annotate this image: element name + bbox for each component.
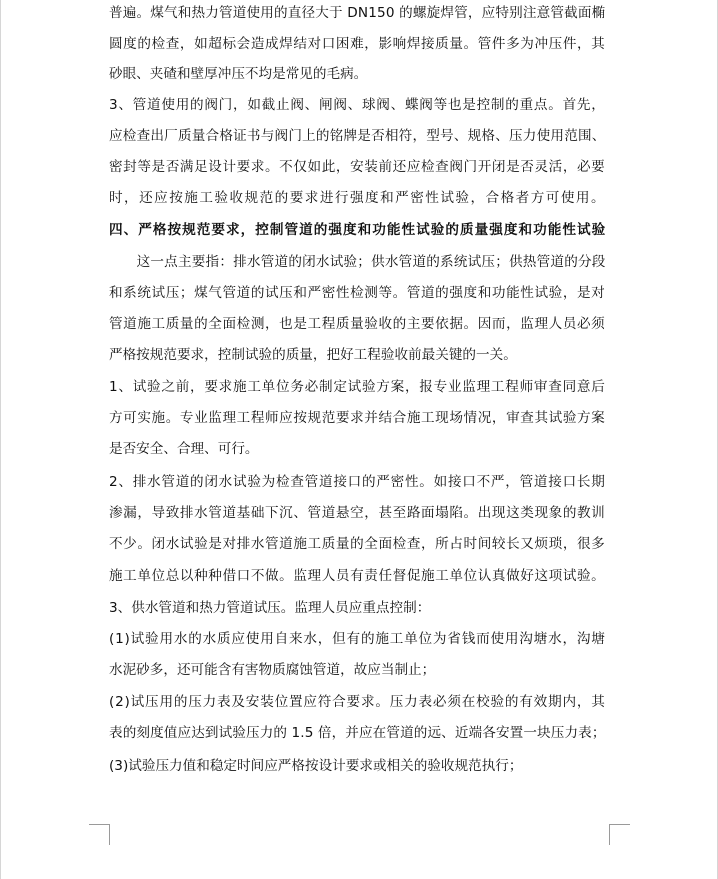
paragraph-line: 水泥砂多，还可能含有害物质腐蚀管道，故应当制止； [109, 662, 436, 678]
paragraph-line: 管道施工质量的全面检测，也是工程质量验收的主要依据。因而，监理人员必须 [109, 316, 606, 332]
paragraph-line: 3、供水管道和热力管道试压。监理人员应重点控制： [109, 600, 431, 616]
paragraph-line: 密封等是否满足设计要求。不仅如此，安装前还应检查阀门开闭是否灵活，必要 [109, 159, 606, 175]
paragraph-line: (1)试验用水的水质应使用自来水，但有的施工单位为省钱而使用沟塘水，沟塘 [109, 631, 606, 647]
paragraph-line: 1、试验之前，要求施工单位务必制定试验方案，报专业监理工程师审查同意后 [109, 379, 606, 395]
paragraph-line: 时，还应按施工验收规范的要求进行强度和严密性试验，合格者方可使用。 [109, 190, 607, 206]
paragraph-line: 严格按规范要求，控制试验的质量，把好工程验收前最关键的一关。 [109, 347, 517, 363]
paragraph-line: 这一点主要指：排水管道的闭水试验；供水管道的系统试压；供热管道的分段 [109, 254, 606, 270]
paragraph-line: (2)试压用的压力表及安装位置应符合要求。压力表必须在校验的有效期内，其 [109, 694, 606, 710]
paragraph-line: 3、管道使用的阀门，如截止阀、闸阀、球阀、蝶阀等也是控制的重点。首先， [109, 97, 606, 113]
paragraph-line: 普遍。煤气和热力管道使用的直径大于 DN150 的螺旋焊管，应特别注意管截面椭 [109, 5, 606, 21]
paragraph-line: 不少。闭水试验是对排水管道施工质量的全面检查，所占时间较长又烦琐，很多 [109, 536, 606, 552]
section-heading: 四、严格按规范要求，控制管道的强度和功能性试验的质量强度和功能性试验 [109, 222, 607, 238]
paragraph-line: 应检查出厂质量合格证书与阀门上的铭牌是否相符，型号、规格、压力使用范围、 [109, 128, 606, 144]
page-corner-mark-right [609, 824, 630, 845]
paragraph-line: 是否安全、合理、可行。 [109, 441, 259, 457]
paragraph-line: 施工单位总以种种借口不做。监理人员有责任督促施工单位认真做好这项试验。 [109, 568, 606, 584]
paragraph-line: 方可实施。专业监理工程师应按规范要求并结合施工现场情况，审查其试验方案 [109, 410, 606, 426]
paragraph-line: (3)试验压力值和稳定时间应严格按设计要求或相关的验收规范执行； [109, 758, 523, 774]
paragraph-line: 2、排水管道的闭水试验为检查管道接口的严密性。如接口不严，管道接口长期 [109, 474, 606, 490]
page-corner-mark-left [89, 824, 110, 845]
paragraph-line: 砂眼、夹碴和壁厚冲压不均是常见的毛病。 [109, 66, 368, 82]
paragraph-line: 渗漏，导致排水管道基础下沉、管道悬空，甚至路面塌陷。出现这类现象的教训 [109, 505, 606, 521]
paragraph-line: 和系统试压；煤气管道的试压和严密性检测等。管道的强度和功能性试验，是对 [109, 285, 606, 301]
paragraph-line: 表的刻度值应达到试验压力的 1.5 倍，并应在管道的远、近端各安置一块压力表； [109, 725, 606, 741]
paragraph-line: 圆度的检查，如超标会造成焊结对口困难，影响焊接质量。管件多为冲压件，其 [109, 36, 606, 52]
